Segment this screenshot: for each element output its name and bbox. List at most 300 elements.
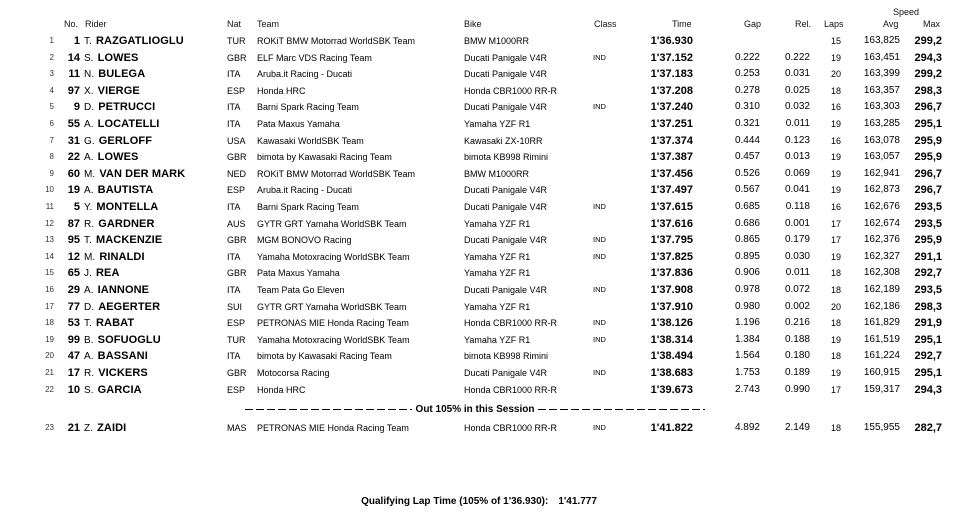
avg-speed: 162,327 — [863, 250, 900, 262]
position: 23 — [45, 423, 54, 432]
position: 7 — [49, 135, 54, 145]
lap-time: 1'37.795 — [650, 234, 693, 247]
rider-number: 17 — [67, 367, 80, 379]
bike-model: Yamaha YZF R1 — [464, 251, 531, 262]
table-row — [0, 149, 958, 165]
class: IND — [593, 202, 606, 211]
nationality: ESP — [227, 318, 246, 329]
rider-surname: GARDNER — [98, 217, 155, 230]
rider-name — [84, 299, 160, 316]
table-row — [0, 33, 958, 49]
table-row — [0, 99, 958, 115]
max-speed: 291,9 — [914, 317, 942, 330]
rider-surname: ZAIDI — [97, 422, 127, 434]
rider-name — [84, 149, 139, 166]
rider-initial: A. — [84, 285, 94, 296]
max-speed: 296,7 — [914, 184, 942, 197]
relative-gap: 0.072 — [784, 284, 810, 295]
rider-number: 21 — [67, 422, 80, 434]
table-row — [0, 332, 958, 348]
team-name: Honda HRC — [257, 384, 306, 395]
rider-surname: LOWES — [97, 51, 139, 64]
table-row — [0, 66, 958, 82]
rider-number: 53 — [67, 317, 80, 330]
rider-name — [84, 348, 148, 365]
class: IND — [593, 318, 606, 328]
relative-gap: 0.025 — [784, 84, 810, 96]
table-row — [0, 265, 958, 281]
rider-name — [84, 199, 158, 216]
rider-number: 19 — [67, 184, 80, 197]
lap-time: 1'37.836 — [650, 267, 693, 280]
table-row — [0, 249, 958, 265]
header-nat: Nat — [227, 19, 242, 29]
laps: 18 — [830, 285, 841, 295]
avg-speed: 162,186 — [863, 300, 900, 312]
avg-speed: 162,674 — [863, 217, 900, 229]
gap: 0.895 — [734, 250, 760, 262]
team-name: ELF Marc VDS Racing Team — [257, 52, 372, 63]
rider-name — [84, 50, 139, 67]
relative-gap: 0.189 — [784, 367, 810, 378]
position: 21 — [45, 368, 54, 377]
rider-number: 60 — [67, 167, 80, 180]
position: 18 — [45, 318, 54, 328]
lap-time: 1'38.494 — [650, 350, 693, 363]
team-name: Team Pata Go Eleven — [257, 285, 345, 295]
position: 16 — [45, 285, 54, 294]
gap: 0.906 — [734, 267, 760, 279]
nationality: TUR — [227, 334, 246, 345]
rider-surname: RABAT — [95, 317, 135, 330]
team-name: ROKiT BMW Motorrad WorldSBK Team — [257, 36, 416, 46]
bike-model: Ducati Panigale V4R — [464, 69, 548, 80]
max-speed: 292,7 — [914, 267, 942, 280]
team-name: Kawasaki WorldSBK Team — [257, 135, 364, 146]
gap: 0.253 — [734, 68, 760, 80]
nationality: ITA — [227, 251, 241, 262]
rider-initial: Y. — [84, 202, 93, 213]
laps: 17 — [830, 384, 841, 395]
rider-surname: MACKENZIE — [95, 234, 163, 247]
rider-surname: RINALDI — [99, 250, 145, 263]
out-105-separator — [245, 402, 705, 416]
rider-initial: A. — [84, 351, 94, 363]
rider-surname: BAUTISTA — [97, 184, 154, 197]
lap-time: 1'37.616 — [650, 217, 693, 230]
max-speed: 293,5 — [914, 217, 942, 230]
header-bike: Bike — [464, 19, 482, 29]
lap-time: 1'36.930 — [650, 35, 693, 47]
rider-name — [84, 232, 162, 249]
nationality: ITA — [227, 202, 241, 212]
rider-number: 12 — [67, 250, 80, 263]
max-speed: 295,9 — [914, 134, 942, 147]
gap: 0.978 — [734, 284, 760, 295]
nationality: TUR — [227, 36, 246, 46]
avg-speed: 162,676 — [863, 201, 900, 212]
rider-initial: A. — [84, 185, 94, 197]
table-row — [0, 299, 958, 315]
header-rel: Rel. — [795, 19, 812, 29]
laps: 18 — [830, 351, 841, 362]
lap-time: 1'37.908 — [650, 284, 693, 296]
max-speed: 295,9 — [914, 151, 942, 164]
position: 11 — [45, 202, 54, 211]
bike-model: Kawasaki ZX-10RR — [464, 135, 543, 146]
bike-model: BMW M1000RR — [464, 36, 530, 46]
bike-model: Yamaha YZF R1 — [464, 119, 531, 129]
relative-gap: 0.216 — [784, 317, 810, 329]
rider-name — [84, 83, 140, 100]
laps: 19 — [830, 119, 841, 129]
team-name: bimota by Kawasaki Racing Team — [257, 152, 392, 163]
gap: 1.753 — [734, 367, 760, 378]
table-row — [0, 282, 958, 298]
relative-gap: 0.032 — [784, 101, 810, 113]
rider-surname: LOCATELLI — [97, 118, 160, 130]
bike-model: Ducati Panigale V4R — [464, 202, 548, 212]
bike-model: Yamaha YZF R1 — [464, 218, 531, 229]
avg-speed: 163,825 — [863, 35, 900, 46]
bike-model: Honda CBR1000 RR-R — [464, 318, 558, 329]
laps: 20 — [830, 69, 841, 80]
rider-surname: GERLOFF — [98, 134, 153, 147]
rider-number: 9 — [73, 101, 80, 114]
gap: 0.457 — [734, 151, 760, 163]
rider-initial: R. — [84, 368, 95, 379]
team-name: GYTR GRT Yamaha WorldSBK Team — [257, 301, 407, 312]
lap-time: 1'37.183 — [650, 68, 693, 81]
bike-model: Ducati Panigale V4R — [464, 185, 548, 196]
gap: 0.567 — [734, 184, 760, 196]
rider-name — [84, 315, 134, 332]
relative-gap: 0.011 — [785, 267, 810, 279]
table-row — [0, 182, 958, 198]
rider-number: 97 — [67, 84, 80, 97]
gap: 0.865 — [734, 234, 760, 246]
rider-initial: G. — [84, 135, 95, 147]
team-name: Yamaha Motoxracing WorldSBK Team — [257, 334, 410, 345]
gap: 1.564 — [734, 350, 760, 362]
class: IND — [593, 368, 606, 377]
nationality: GBR — [227, 235, 247, 246]
rider-number: 65 — [67, 267, 80, 280]
class: IND — [593, 251, 606, 261]
position: 5 — [49, 102, 54, 112]
relative-gap: 0.041 — [784, 184, 810, 196]
max-speed: 295,9 — [914, 234, 942, 247]
rider-initial: Z. — [84, 423, 94, 434]
lap-time: 1'38.314 — [650, 333, 693, 346]
avg-speed: 163,285 — [863, 118, 900, 129]
nationality: ITA — [227, 102, 241, 113]
gap: 0.526 — [734, 167, 760, 179]
rider-surname: GARCIA — [97, 383, 142, 396]
lap-time: 1'37.152 — [650, 51, 693, 64]
rider-surname: BULEGA — [98, 68, 146, 81]
lap-time: 1'37.615 — [650, 201, 693, 213]
max-speed: 298,3 — [914, 300, 942, 313]
max-speed: 296,7 — [914, 167, 942, 180]
max-speed: 293,5 — [914, 201, 942, 213]
rider-surname: IANNONE — [97, 284, 150, 296]
max-speed: 295,1 — [914, 367, 942, 379]
nationality: ITA — [227, 69, 241, 80]
team-name: GYTR GRT Yamaha WorldSBK Team — [257, 218, 407, 229]
rider-surname: REA — [95, 267, 120, 280]
avg-speed: 162,376 — [863, 234, 900, 246]
nationality: GBR — [227, 368, 247, 378]
nationality: USA — [227, 135, 246, 146]
rider-initial: S. — [84, 52, 94, 64]
nationality: ESP — [227, 85, 246, 96]
nationality: ESP — [227, 185, 246, 196]
relative-gap: 0.179 — [784, 234, 810, 246]
relative-gap: 0.030 — [784, 250, 810, 262]
rider-surname: VIERGE — [97, 84, 140, 97]
rider-number: 95 — [67, 234, 80, 247]
gap: 1.196 — [734, 317, 760, 329]
table-row — [0, 315, 958, 331]
rider-surname: VICKERS — [98, 367, 148, 379]
laps: 17 — [830, 235, 841, 246]
rider-initial: T. — [84, 36, 92, 47]
rider-surname: VAN DER MARK — [99, 167, 186, 180]
max-speed: 291,1 — [914, 250, 942, 263]
table-row — [0, 116, 958, 132]
table-row — [0, 232, 958, 248]
class: IND — [593, 52, 606, 62]
table-row — [0, 133, 958, 149]
rider-surname: LOWES — [97, 151, 139, 164]
team-name: ROKiT BMW Motorrad WorldSBK Team — [257, 168, 416, 179]
rider-initial: X. — [84, 85, 94, 97]
header-max: Max — [923, 19, 941, 29]
bike-model: BMW M1000RR — [464, 168, 530, 179]
gap: 0.686 — [734, 217, 760, 229]
bike-model: Yamaha YZF R1 — [464, 268, 531, 279]
team-name: PETRONAS MIE Honda Racing Team — [257, 318, 409, 329]
team-name: Pata Maxus Yamaha — [257, 119, 340, 129]
gap: 0.321 — [734, 118, 760, 129]
lap-time: 1'37.387 — [650, 151, 693, 164]
lap-time: 1'37.456 — [650, 167, 693, 180]
position: 3 — [49, 69, 54, 79]
header-avg: Avg — [883, 19, 899, 29]
header-no: No. — [64, 19, 79, 29]
max-speed: 295,1 — [914, 333, 942, 346]
laps: 19 — [830, 168, 841, 179]
rider-surname: RAZGATLIOGLU — [95, 35, 184, 47]
avg-speed: 163,399 — [863, 68, 900, 80]
rider-surname: BASSANI — [97, 350, 148, 363]
max-speed: 299,2 — [914, 35, 942, 47]
rider-initial: A. — [84, 119, 94, 130]
lap-time: 1'37.240 — [650, 101, 693, 114]
rider-number: 87 — [67, 217, 80, 230]
lap-time: 1'37.374 — [650, 134, 693, 147]
position: 22 — [45, 384, 54, 394]
nationality: NED — [227, 168, 247, 179]
laps: 16 — [830, 102, 841, 113]
max-speed: 299,2 — [914, 68, 942, 81]
lap-time: 1'41.822 — [650, 422, 693, 434]
nationality: ITA — [227, 119, 241, 129]
laps: 18 — [830, 318, 841, 329]
position: 13 — [45, 235, 54, 245]
class: IND — [593, 285, 606, 294]
bike-model: Yamaha YZF R1 — [464, 334, 531, 345]
header-time: Time — [672, 19, 692, 29]
rider-surname: MONTELLA — [96, 201, 159, 213]
rider-name — [84, 116, 159, 133]
rider-number: 31 — [67, 134, 80, 147]
bike-model: Honda CBR1000 RR-R — [464, 423, 558, 433]
relative-gap: 0.118 — [785, 201, 810, 212]
header-class: Class — [594, 19, 617, 29]
rider-number: 5 — [73, 201, 80, 213]
rider-name — [84, 216, 155, 233]
rider-name — [84, 365, 148, 382]
laps: 19 — [830, 52, 841, 63]
gap: 0.980 — [734, 300, 760, 312]
lap-time: 1'38.126 — [650, 317, 693, 330]
relative-gap: 0.180 — [784, 350, 810, 362]
rider-number: 22 — [67, 151, 80, 164]
avg-speed: 159,317 — [863, 383, 900, 395]
bike-model: bimota KB998 Rimini — [464, 152, 549, 163]
nationality: ESP — [227, 384, 246, 395]
lap-time: 1'37.208 — [650, 84, 693, 97]
separator-line-right — [538, 409, 705, 410]
avg-speed: 163,357 — [863, 84, 900, 96]
header-gap: Gap — [744, 19, 762, 29]
table-row — [0, 348, 958, 364]
max-speed: 295,1 — [914, 118, 942, 130]
relative-gap: 0.222 — [784, 51, 810, 63]
rider-number: 14 — [67, 51, 80, 64]
nationality: GBR — [227, 268, 247, 279]
position: 10 — [45, 185, 54, 195]
bike-model: bimota KB998 Rimini — [464, 351, 549, 362]
bike-model: Yamaha YZF R1 — [464, 301, 531, 312]
nationality: ITA — [227, 351, 241, 362]
avg-speed: 161,829 — [863, 317, 900, 329]
nationality: GBR — [227, 152, 247, 163]
rider-number: 55 — [67, 118, 80, 130]
qualifying-lap-time-label: Qualifying Lap Time (105% of 1'36.930): — [361, 496, 549, 507]
lap-time: 1'37.910 — [650, 300, 693, 313]
nationality: MAS — [227, 423, 247, 433]
team-name: bimota by Kawasaki Racing Team — [257, 351, 392, 362]
avg-speed: 163,078 — [863, 134, 900, 146]
position: 4 — [49, 85, 54, 95]
relative-gap: 0.123 — [784, 134, 810, 146]
max-speed: 282,7 — [914, 422, 942, 434]
nationality: SUI — [227, 301, 243, 312]
laps: 19 — [830, 152, 841, 163]
relative-gap: 0.188 — [784, 333, 810, 345]
position: 15 — [45, 268, 54, 278]
table-row — [0, 166, 958, 182]
lap-time: 1'38.683 — [650, 367, 693, 379]
max-speed: 294,3 — [914, 51, 942, 64]
avg-speed: 160,915 — [863, 367, 900, 378]
rider-name — [84, 66, 145, 83]
relative-gap: 0.001 — [784, 217, 810, 229]
avg-speed: 161,519 — [863, 333, 900, 345]
lap-time: 1'37.497 — [650, 184, 693, 197]
position: 19 — [45, 334, 54, 344]
laps: 16 — [830, 135, 841, 146]
position: 6 — [49, 119, 54, 128]
relative-gap: 0.002 — [784, 300, 810, 312]
laps: 19 — [830, 251, 841, 262]
rider-number: 10 — [67, 383, 80, 396]
class: IND — [593, 102, 606, 112]
max-speed: 292,7 — [914, 350, 942, 363]
nationality: AUS — [227, 218, 246, 229]
rider-initial: R. — [84, 218, 95, 230]
gap: 1.384 — [734, 333, 760, 345]
table-row — [0, 50, 958, 66]
lap-time: 1'37.825 — [650, 250, 693, 263]
gap: 0.310 — [734, 101, 760, 113]
rider-surname: SOFUOGLU — [97, 333, 161, 346]
lap-time: 1'37.251 — [650, 118, 693, 130]
laps: 16 — [830, 202, 841, 212]
relative-gap: 2.149 — [784, 422, 810, 433]
separator-line-left — [245, 409, 412, 410]
rider-name — [84, 332, 161, 349]
avg-speed: 162,189 — [863, 284, 900, 295]
rider-initial: T. — [84, 235, 92, 247]
header-rider: Rider — [85, 19, 107, 29]
gap: 0.278 — [734, 84, 760, 96]
qualifying-lap-time — [0, 496, 958, 507]
table-row — [0, 365, 958, 381]
relative-gap: 0.011 — [785, 118, 810, 129]
bike-model: Ducati Panigale V4R — [464, 285, 548, 295]
position: 17 — [45, 301, 54, 311]
relative-gap: 0.013 — [784, 151, 810, 163]
avg-speed: 162,941 — [863, 167, 900, 179]
rider-number: 47 — [67, 350, 80, 363]
header-team: Team — [257, 19, 280, 29]
avg-speed: 162,308 — [863, 267, 900, 279]
rider-name — [84, 166, 185, 183]
relative-gap: 0.031 — [784, 68, 810, 80]
team-name: Aruba.it Racing - Ducati — [257, 69, 353, 80]
rider-surname: PETRUCCI — [98, 101, 156, 114]
rider-initial: A. — [84, 152, 94, 164]
avg-speed: 162,873 — [863, 184, 900, 196]
rider-initial: S. — [84, 384, 94, 396]
rider-initial: T. — [84, 318, 92, 330]
bike-model: Honda CBR1000 RR-R — [464, 384, 558, 395]
rider-number: 1 — [73, 35, 80, 47]
bike-model: Ducati Panigale V4R — [464, 235, 548, 246]
team-name: PETRONAS MIE Honda Racing Team — [257, 423, 409, 433]
laps: 18 — [830, 85, 841, 96]
laps: 15 — [830, 36, 841, 46]
position: 2 — [49, 52, 54, 62]
rider-number: 29 — [67, 284, 80, 296]
rider-number: 77 — [67, 300, 80, 313]
separator-label: Out 105% in this Session — [415, 403, 535, 415]
relative-gap: 0.990 — [784, 383, 810, 395]
